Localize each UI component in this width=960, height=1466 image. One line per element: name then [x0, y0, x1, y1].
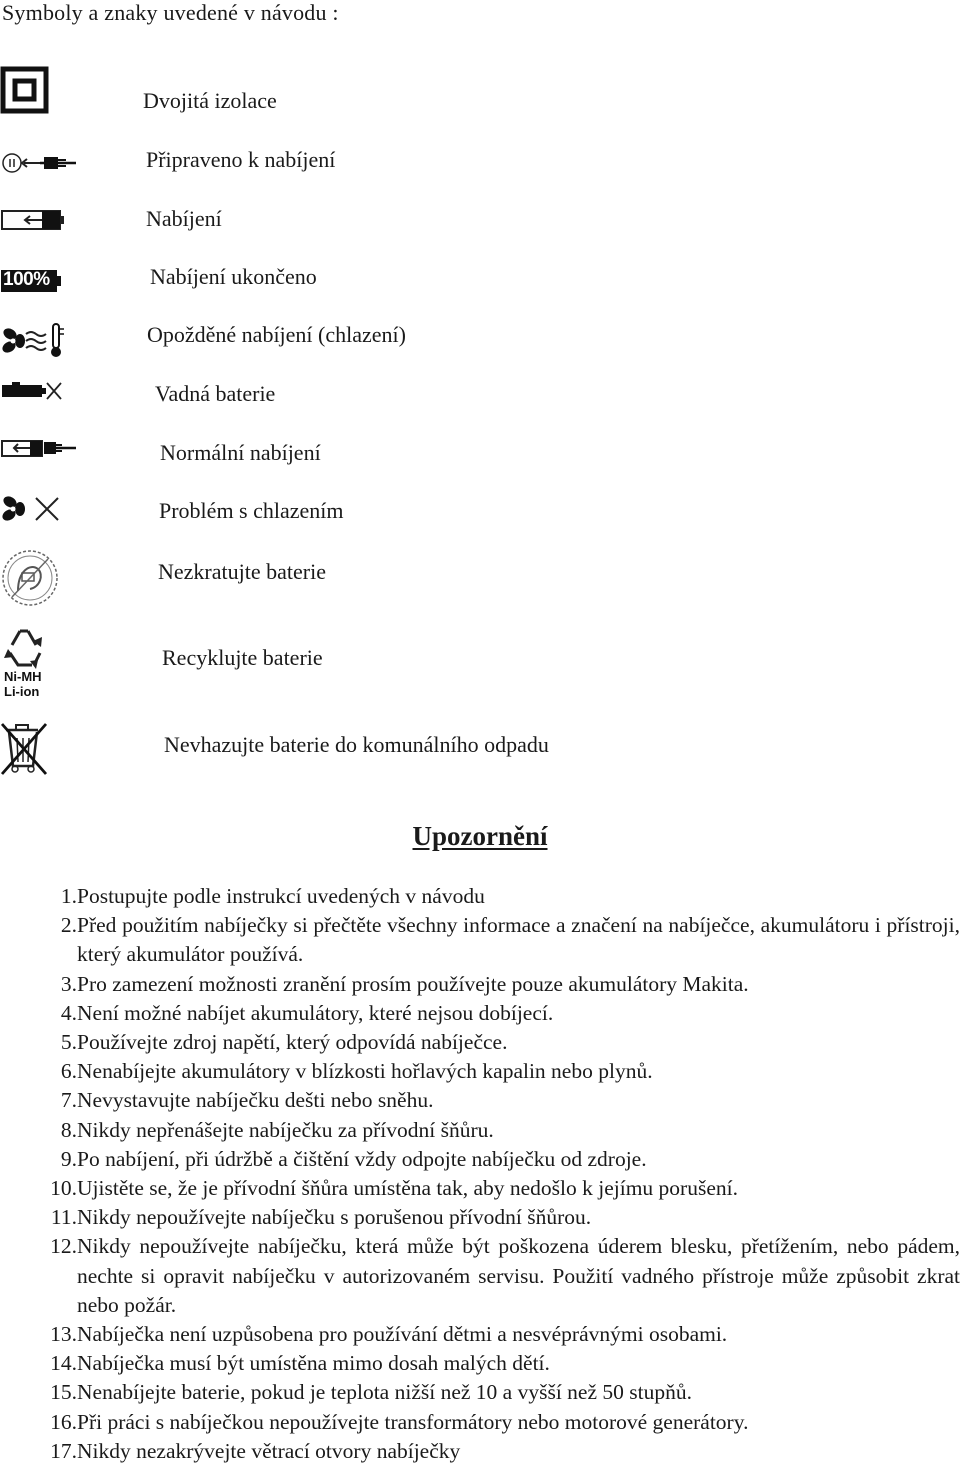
symbol-label: Nabíjení ukončeno: [150, 264, 317, 289]
warning-text: Postupujte podle instrukcí uvedených v návodu: [77, 884, 485, 908]
warning-text: Nabíječka musí být umístěna mimo dosah malých dětí.: [77, 1351, 550, 1376]
warning-number: 2.: [60, 913, 77, 938]
do-not-short-circuit-icon: [0, 547, 62, 609]
crossed-out-bin-icon: [0, 722, 50, 776]
warning-item: [0, 1378, 960, 1407]
recycle-battery-icon: [0, 625, 50, 701]
warning-item: [0, 1408, 960, 1437]
warning-text: Nenabíjejte akumulátory v blízkosti hořlavých kapalin nebo plynů.: [77, 1059, 653, 1084]
symbol-label: Nabíjení: [146, 206, 222, 231]
warning-item: [0, 1437, 960, 1466]
warning-text: Pro zamezení možnosti zranění prosím používejte pouze akumulátory Makita.: [77, 971, 749, 996]
warning-number: 6.: [60, 1059, 77, 1084]
warning-item: [0, 911, 960, 969]
warning-text: Nevystavujte nabíječku dešti nebo sněhu.: [77, 1088, 434, 1113]
warning-text: Před použitím nabíječky si přečtěte všechny informace a značení na nabíječce, akumulátoru i přístroji, který akumulátor používá.: [77, 913, 960, 967]
symbol-label: Recyklujte baterie: [162, 645, 323, 670]
battery-percent-text: 100%: [3, 269, 50, 290]
symbol-row: [0, 260, 960, 320]
warning-text: Nabíječka není uzpůsobena pro používání dětmi a nesvéprávnými osobami.: [77, 1322, 728, 1347]
warning-item: [0, 1349, 960, 1378]
symbol-label: Dvojitá izolace: [143, 88, 277, 113]
delayed-charging-cooling-icon: [0, 320, 68, 360]
warning-text: Nikdy nezakrývejte větrací otvory nabíječky: [77, 1438, 461, 1463]
warning-number: 8.: [60, 1117, 77, 1142]
normal-charging-icon: [0, 438, 80, 460]
warning-number: 16.: [50, 1409, 77, 1434]
ready-to-charge-icon: [0, 149, 80, 177]
symbol-label: Nevhazujte baterie do komunálního odpadu: [164, 732, 549, 757]
warning-text: Používejte zdroj napětí, který odpovídá nabíječce.: [77, 1030, 508, 1055]
double-insulation-icon: [0, 66, 50, 116]
warning-item: [0, 970, 960, 999]
warning-number: 4.: [60, 1000, 77, 1025]
symbol-row: [0, 436, 960, 496]
warning-number: 1.: [60, 884, 77, 908]
warning-number: 9.: [60, 1146, 77, 1171]
warning-number: 17.: [50, 1438, 77, 1463]
symbol-label: Problém s chlazením: [159, 498, 344, 523]
symbol-row: [0, 143, 960, 203]
warning-text: Nikdy nepřenášejte nabíječku za přívodní šňůru.: [77, 1117, 494, 1142]
symbol-row: [0, 545, 960, 605]
warning-number: 15.: [50, 1380, 77, 1405]
warning-number: 5.: [60, 1030, 77, 1055]
symbol-label: Vadná baterie: [155, 381, 276, 406]
warning-text: Není možné nabíjet akumulátory, které nejsou dobíjecí.: [77, 1000, 554, 1025]
charging-complete-icon: [0, 268, 60, 292]
warning-number: 13.: [50, 1322, 77, 1347]
warning-number: 14.: [50, 1351, 77, 1376]
warning-number: 11.: [50, 1205, 77, 1230]
warning-text: Nenabíjejte baterie, pokud je teplota nižší než 10 a vyšší než 50 stupňů.: [77, 1380, 692, 1405]
warning-text: Po nabíjení, při údržbě a čištění vždy odpojte nabíječku od zdroje.: [77, 1146, 647, 1171]
warning-text: Nikdy nepoužívejte nabíječku, která může být poškozena úderem blesku, přetížením, nebo pádem, nechte si opravit nabíječku v autorizovaném servisu. Použití vadného přístroje může způsobit zkrat nebo požár.: [77, 1234, 960, 1317]
symbol-label: Opožděné nabíjení (chlazení): [147, 322, 406, 347]
warning-number: 7.: [60, 1088, 77, 1113]
symbol-row: [0, 318, 960, 378]
cooling-problem-icon: [0, 494, 62, 524]
warning-item: [0, 882, 960, 911]
faulty-battery-icon: [0, 381, 68, 403]
page-title: Symboly a znaky uvedené v návodu :: [2, 0, 339, 25]
symbol-row: [0, 625, 960, 705]
symbol-row: [0, 722, 960, 782]
symbol-label: Připraveno k nabíjení: [146, 147, 336, 172]
warning-item: [0, 999, 960, 1028]
warning-number: 12.: [50, 1234, 77, 1259]
warning-text: Nikdy nepoužívejte nabíječku s porušenou přívodní šňůrou.: [77, 1205, 592, 1230]
symbol-row: [0, 377, 960, 437]
warnings-heading: Upozornění: [412, 821, 548, 851]
warning-item: [0, 1145, 960, 1174]
symbol-row: [0, 66, 960, 126]
symbol-label: Normální nabíjení: [160, 440, 321, 465]
warnings-list: [0, 882, 960, 1466]
warning-item: [0, 1028, 960, 1057]
warning-number: 10.: [50, 1176, 77, 1201]
warning-item: [0, 1116, 960, 1145]
warning-item: [0, 1174, 960, 1203]
warning-item: [0, 1086, 960, 1115]
warning-item: [0, 1203, 960, 1232]
warning-item: [0, 1057, 960, 1086]
warning-item: [0, 1232, 960, 1320]
warning-text: Při práci s nabíječkou nepoužívejte transformátory nebo motorové generátory.: [77, 1409, 749, 1434]
symbol-label: Nezkratujte baterie: [158, 559, 326, 584]
symbol-row: [0, 202, 960, 262]
ni-mh-text: Ni-MH: [4, 669, 42, 684]
warning-item: [0, 1320, 960, 1349]
warning-text: Ujistěte se, že je přívodní šňůra umístěna tak, aby nedošlo k jejímu porušení.: [77, 1176, 738, 1201]
li-ion-text: Li-ion: [4, 684, 40, 699]
warning-number: 3.: [60, 971, 77, 996]
charging-icon: [0, 208, 66, 232]
